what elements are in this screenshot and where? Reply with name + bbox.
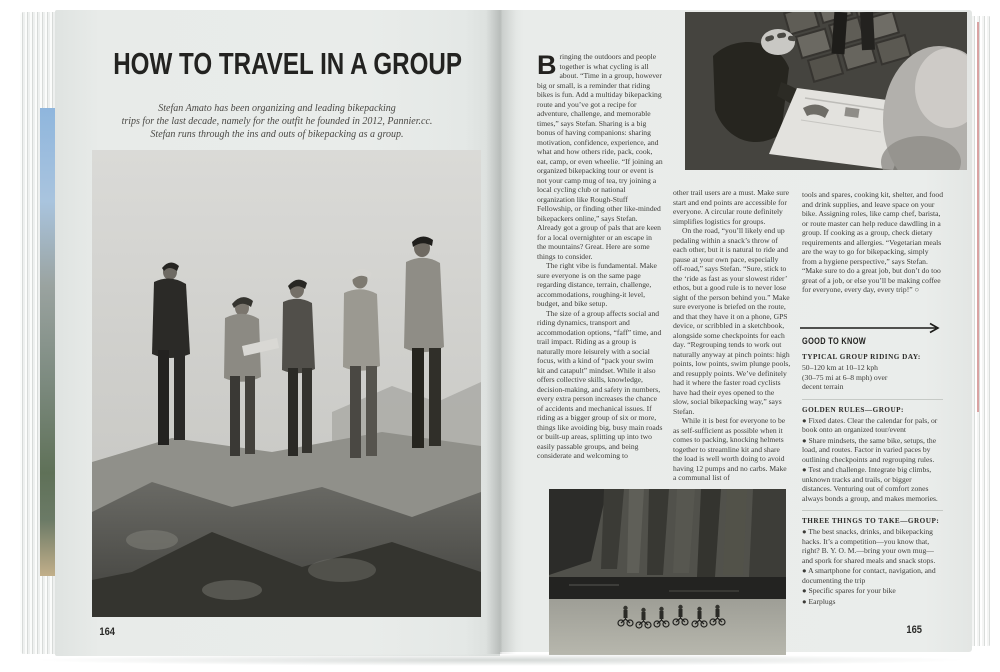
sidebar-section-title: THREE THINGS TO TAKE—GROUP: <box>802 517 940 525</box>
previous-page-photo-sliver <box>40 108 55 576</box>
body-paragraph: The right vibe is fundamental. Make sure everyone is on the same page regarding distance, terrain, challenge, accommodations, roughing-it level, budget, and bike setup. <box>537 261 657 308</box>
continue-arrow-icon <box>800 322 943 334</box>
good-to-know-sidebar <box>802 336 943 607</box>
body-column-3 <box>802 190 943 295</box>
body-paragraph: On the road, “you’ll likely end up pedaling within a snack’s throw of each other, but it is natural to ride and pause at your own pace, especially off-road,” says Stefan. “Sure, stick to the ‘ride as fast as your slowest rider’ ethos, but a good rule is to never lose sight of the person behind you.” Make sure everyone is briefed on the route, and that they have it on a phone, GPS device, or scribbled in a sketchbook, alongside some checkpoints for each day. “Regrouping tends to work out naturally anyway at pinch points: high points, low points, swim plunge pools, and resupply points. We’ve definitely had it where the faster road cyclists have had their eyes opened to the slow, social bikepacking way,” says Stefan. <box>673 226 791 416</box>
sidebar-divider <box>802 510 943 511</box>
photo-map-reading-cobblestones <box>685 12 967 170</box>
sidebar-bullet: ● Fixed dates. Clear the calendar for pals, or book onto an organized tour/event <box>802 415 938 434</box>
body-column-1 <box>537 52 663 461</box>
drop-cap: B <box>537 50 557 80</box>
sidebar-line: decent terrain <box>802 382 844 391</box>
body-paragraph: Bringing the outdoors and people together is what cycling is all about. “Time in a group, however big or small, is a reminder that riding bikes is fun. Add a multiday bikepacking route and you’ve got a recipe for adventure, challenge, and memorable times,” says Stefan. Sharing is a big bonus of having companions: sharing motivation, confidence, experience, and what and how others ride, pack, cook, eat, camp, or even wheelie. “If joining an organized bikepacking tour or event is not your camp mug of tea, try joining a local cycling club or national organization like Rough-Stuff Fellowship, or finding other like-minded bikepackers online,” says Stefan. Already got a group of pals that are keen for a local overnighter or an escape in the mountains? Great. Here are some things to consider. <box>537 50 663 261</box>
sidebar-section-title: TYPICAL GROUP RIDING DAY: <box>802 353 921 361</box>
sidebar-line: 50–120 km at 10–12 kph <box>802 363 878 372</box>
body-paragraph: other trail users are a must. Make sure start and end points are accessible for everyone. A circular route definitely simplifies logistics for groups. <box>673 188 789 226</box>
intro-paragraph <box>77 102 477 141</box>
sidebar-bullet: ● Specific spares for your bike <box>802 586 896 595</box>
photo-cyclists-hillside <box>92 150 481 617</box>
sidebar-line: (30–75 mi at 6–8 mph) over <box>802 372 888 382</box>
intro-line: Stefan Amato has been organizing and leading bikepacking <box>158 103 396 114</box>
photo-riders-by-lake <box>549 489 786 655</box>
sidebar-sections <box>802 353 943 606</box>
page-number-left: 164 <box>99 626 115 638</box>
body-column-2 <box>673 188 791 483</box>
left-page <box>55 10 500 656</box>
page-title: HOW TO TRAVEL IN A GROUP <box>113 46 463 81</box>
sidebar-bullet: ● A smartphone for contact, navigation, and documenting the trip <box>802 566 936 585</box>
intro-line: Stefan runs through the ins and outs of bikepacking as a group. <box>150 129 404 140</box>
right-page <box>500 10 972 652</box>
page-edges-left <box>20 12 56 654</box>
body-paragraph: While it is best for everyone to be as self-sufficient as possible when it comes to packing, knocking helmets together to streamline kit and share the load is well worth doing to avoid having 12 pumps and no carbs. Make a communal list of <box>673 416 787 482</box>
intro-line: trips for the last decade, namely for the outfit he founded in 2012, Pannier.cc. <box>121 116 433 127</box>
page-number-right: 165 <box>906 624 922 636</box>
sidebar-section-title: GOLDEN RULES—GROUP: <box>802 405 904 414</box>
body-paragraph: tools and spares, cooking kit, shelter, and food and drink supplies, and leave space on your bike. Assigning roles, like camp chef, barista, or route master can help reduce dawdling in a group. If cooking as a group, check dietary requirements and allergies. “Vegetarian meals are the way to go for bikepacking, simply from a hygiene perspective,” says Stefan. “Make sure to do a great job, but don’t do too great of a job, or else you’ll be making coffee for everyone, every day, every trip!” ○ <box>802 190 943 294</box>
page-edges-right <box>972 16 992 646</box>
sidebar-bullet: ● Share mindsets, the same bike, setups, the load, and routes. Factor in varied paces by outlining checkpoints and regrouping rules. <box>802 435 937 464</box>
pink-page-edge <box>977 22 979 412</box>
sidebar-bullet: ● Test and challenge. Integrate big climbs, unknown tracks and trails, or bigger distances. Venturing out of comfort zones always bonds a group, and makes memories. <box>802 465 938 503</box>
body-paragraph: The size of a group affects social and riding dynamics, transport and accommodation options, “faff” time, and trail impact. Riding as a group is naturally more leisurely with a social focus, with a kind of “pack your swim kit and catapult” mindset. While it also offers collective skills, knowledge, decision-making, and safety in numbers, every extra person increases the chance of accidents and mechanical issues. If riding as a bigger group of six or more, things like avoiding big, busy main roads or built-up areas, splitting up into two easily passable groups, and being considerate and welcoming to <box>537 308 663 460</box>
sidebar-divider <box>802 399 943 400</box>
sidebar-bullet: ● The best snacks, drinks, and bikepacking hacks. It’s a competition—you know that, right? B. Y. O. M.—bring your own mug—and spork for shared meals and snack stops. <box>802 527 936 565</box>
book-shadow <box>30 654 970 666</box>
sidebar-heading: GOOD TO KNOW <box>802 336 867 346</box>
sidebar-bullet: ● Earplugs <box>802 596 836 606</box>
